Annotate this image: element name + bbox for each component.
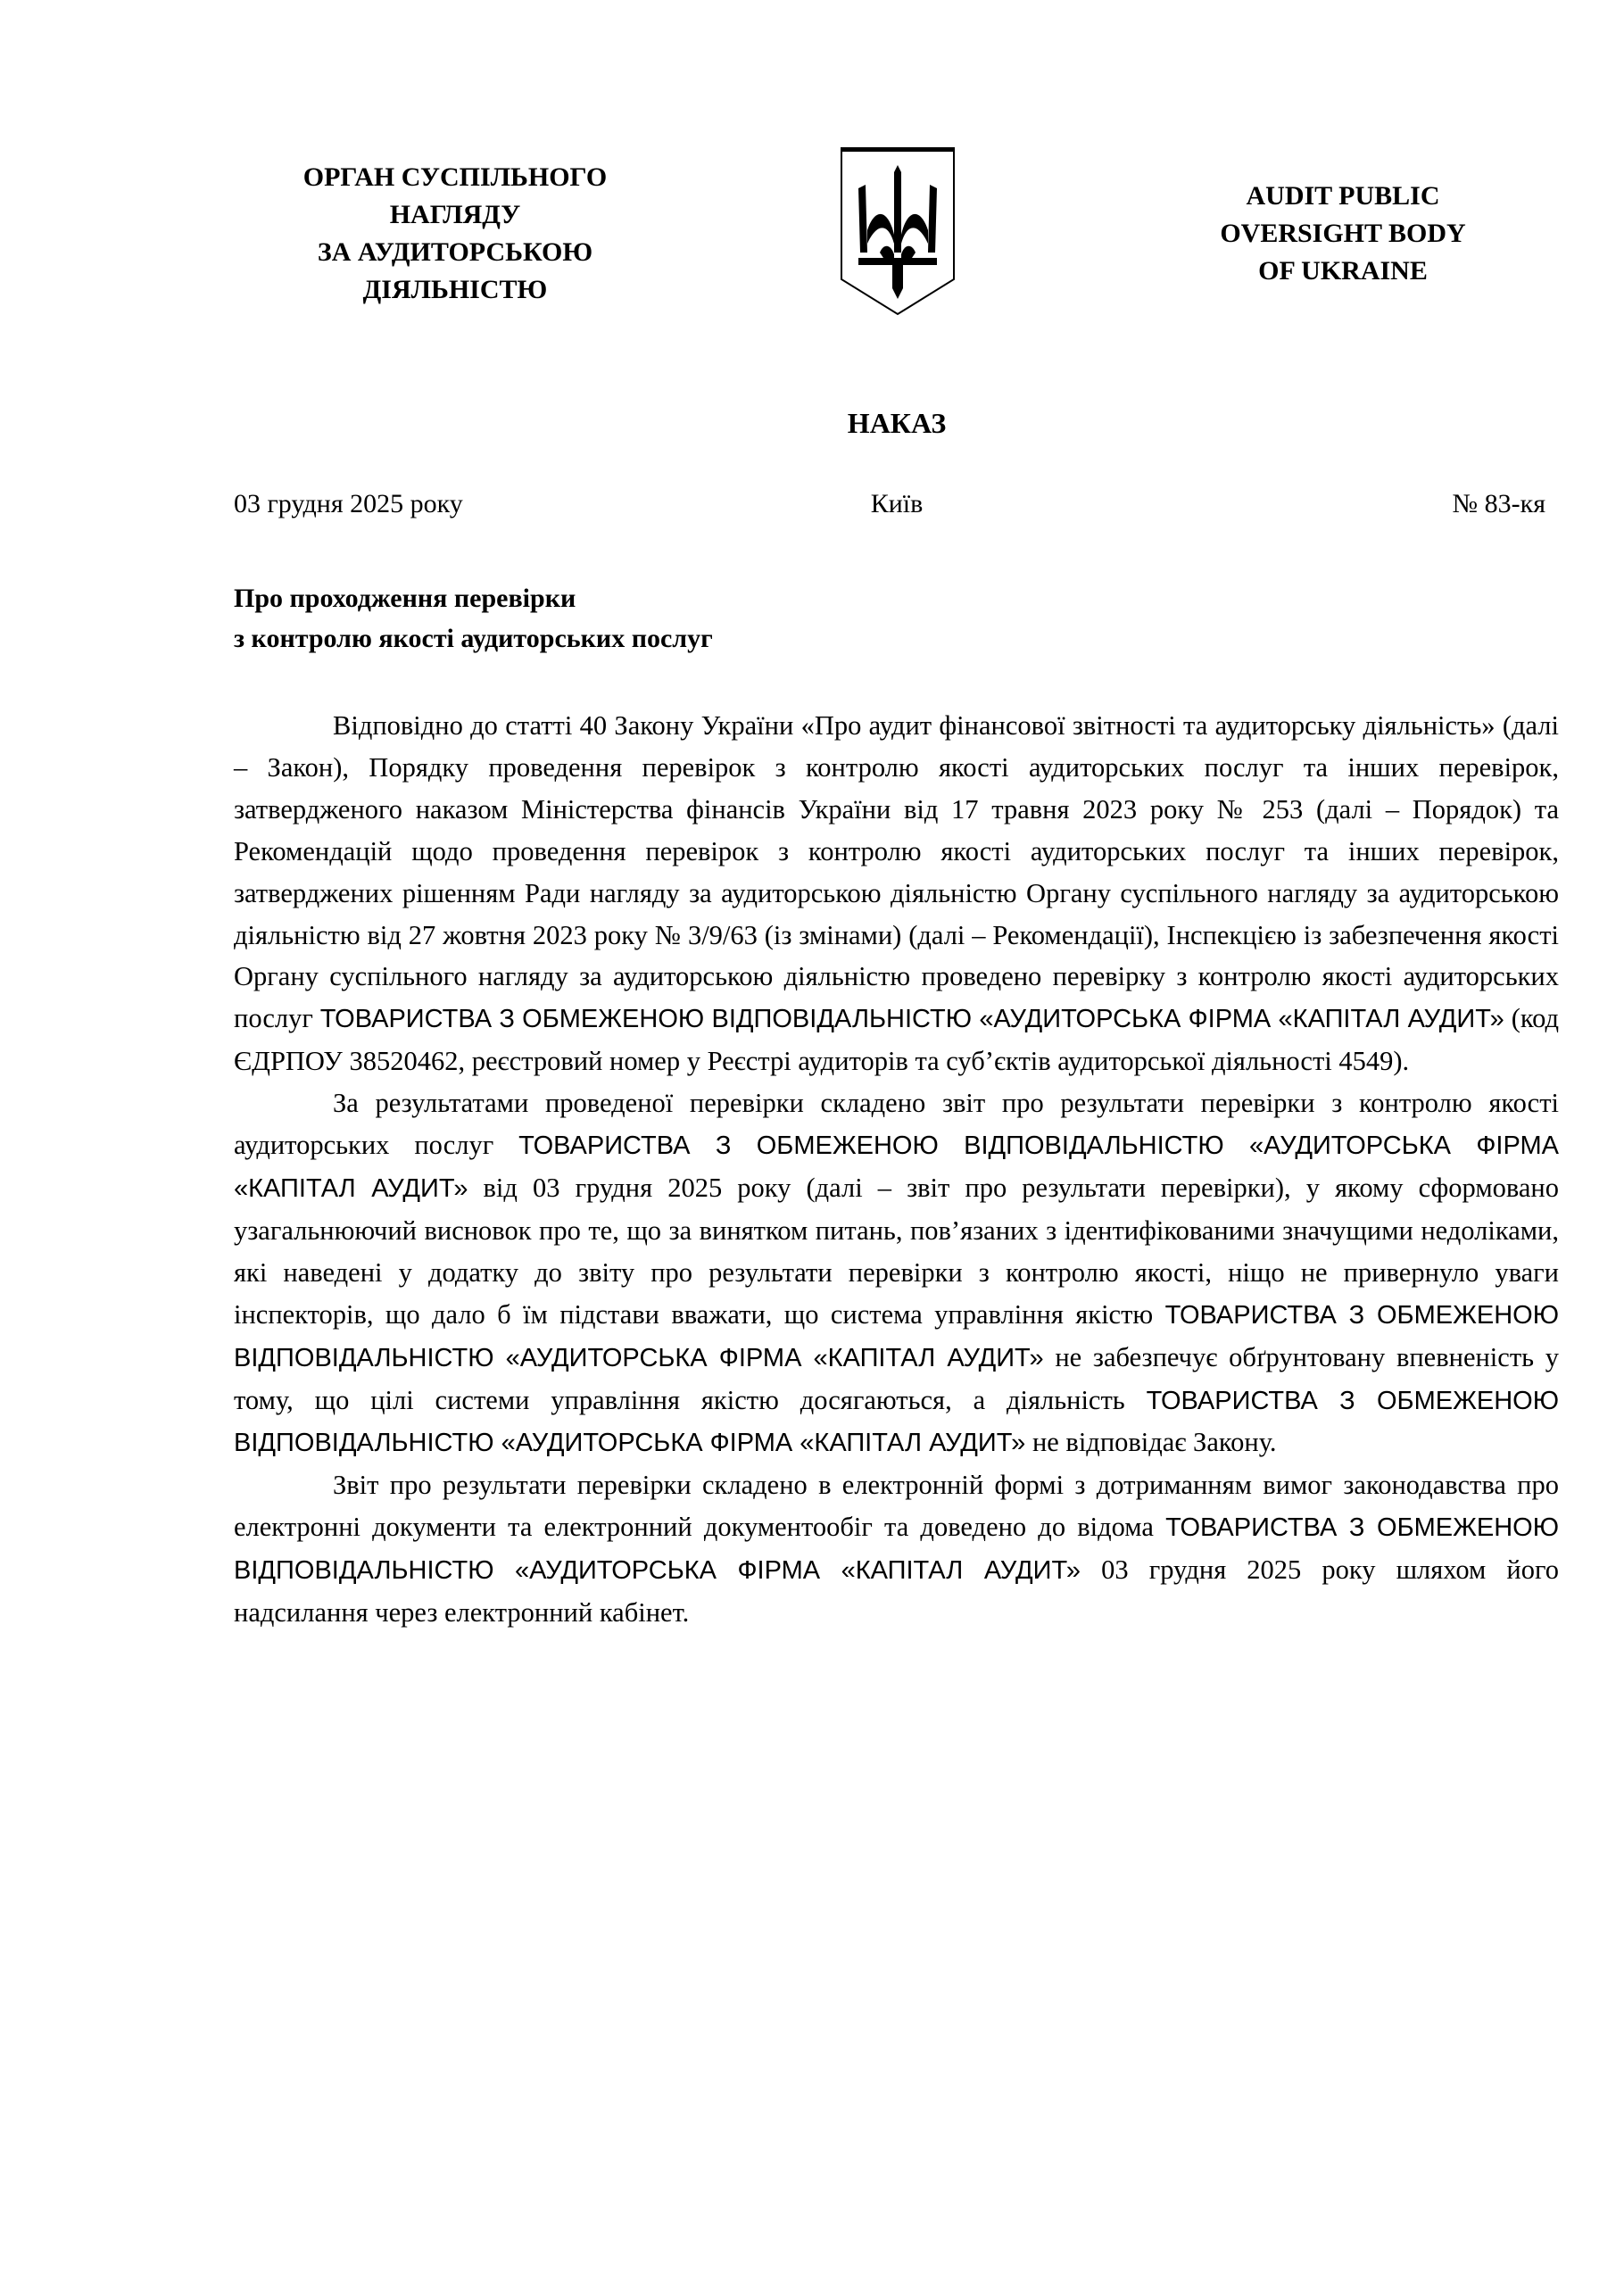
- subject-line: Про проходження перевірки: [234, 584, 576, 613]
- org-name-line: НАГЛЯДУ: [389, 200, 521, 229]
- org-name-line: ДІЯЛЬНІСТЮ: [362, 275, 548, 304]
- org-name-line: ЗА АУДИТОРСЬКОЮ: [317, 237, 593, 267]
- order-number: № 83-кя: [1452, 489, 1545, 518]
- text-run: 03 грудня 2025 року шляхом його надсилання через електронний кабінет.: [234, 1554, 1559, 1629]
- order-body: [234, 705, 1559, 1634]
- org-name-line: ОРГАН СУСПІЛЬНОГО: [302, 162, 608, 192]
- org-name-line: OVERSIGHT BODY: [1220, 219, 1466, 248]
- order-date: 03 грудня 2025 року: [234, 489, 463, 518]
- order-city: Київ: [870, 489, 924, 518]
- text-run: від 03 грудня 2025 року (далі – звіт про результати перевірки), у якому сформовано узагальнюючий висновок про те, що за винятком питань, пов’язаних з ідентифікованими значущими недоліками, які наведені у додатку до звіту про результати перевірки з контролю якості, ніщо не привернуло уваги інспекторів, що дало б їм підстави вважати, що система управління якістю: [234, 1172, 1559, 1330]
- paragraph-3: [234, 1464, 1559, 1634]
- text-run: Звіт про результати перевірки складено в електронній формі з дотриманням вимог законодавства про електронні документи та електронний документообіг та доведено до відома: [234, 1470, 1559, 1543]
- company-name: ТОВАРИСТВА З ОБМЕЖЕНОЮ ВІДПОВІДАЛЬНІСТЮ «АУДИТОРСЬКА ФІРМА «КАПІТАЛ АУДИТ»: [319, 1005, 1504, 1034]
- document-title: НАКАЗ: [847, 407, 947, 439]
- org-name-english: [1151, 178, 1535, 290]
- org-name-ukrainian: [254, 159, 656, 309]
- org-name-line: OF UKRAINE: [1258, 256, 1428, 286]
- paragraph-1: [234, 705, 1559, 1082]
- company-name: ТОВАРИСТВА З ОБМЕЖЕНОЮ ВІДПОВІДАЛЬНІСТЮ «АУДИТОРСЬКА ФІРМА «КАПІТАЛ АУДИТ»: [234, 1513, 1560, 1586]
- company-name: ТОВАРИСТВА З ОБМЕЖЕНОЮ ВІДПОВІДАЛЬНІСТЮ «АУДИТОРСЬКА ФІРМА «КАПІТАЛ АУДИТ»: [234, 1131, 1559, 1203]
- text-run: не забезпечує обґрунтовану впевненість у тому, що цілі системи управління якістю досягаються, а діяльність: [234, 1341, 1560, 1415]
- paragraph-2: [234, 1082, 1559, 1464]
- org-name-line: AUDIT PUBLIC: [1246, 181, 1440, 211]
- text-run: не відповідає Закону.: [1032, 1427, 1277, 1458]
- text-run: (код ЄДРПОУ 38520462, реєстровий номер у Реєстрі аудиторів та суб’єктів аудиторської діяльності 4549).: [234, 1003, 1560, 1077]
- company-name: ТОВАРИСТВА З ОБМЕЖЕНОЮ ВІДПОВІДАЛЬНІСТЮ «АУДИТОРСЬКА ФІРМА «КАПІТАЛ АУДИТ»: [234, 1300, 1559, 1372]
- company-name: ТОВАРИСТВА З ОБМЕЖЕНОЮ ВІДПОВІДАЛЬНІСТЮ «АУДИТОРСЬКА ФІРМА «КАПІТАЛ АУДИТ»: [234, 1386, 1559, 1458]
- text-run: Відповідно до статті 40 Закону України «Про аудит фінансової звітності та аудиторську діяльність» (далі – Закон), Порядку проведення перевірок з контролю якості аудиторських послуг та інших перевірок, затвердженого наказом Міністерства фінансів України від 17 травня 2023 року № 253 (далі – Порядок) та Рекомендацій щодо проведення перевірок з контролю якості аудиторських послуг та інших перевірок, затверджених рішенням Ради нагляду за аудиторською діяльністю Органу суспільного нагляду за аудиторською діяльністю від 27 жовтня 2023 року № 3/9/63 (із змінами) (далі – Рекомендації), Інспекцією із забезпечення якості Органу суспільного нагляду за аудиторською діяльністю проведено перевірку з контролю якості аудиторських послуг: [234, 710, 1559, 1034]
- order-subject: [234, 578, 713, 659]
- text-run: За результатами проведеної перевірки складено звіт про результати перевірки з контролю якості аудиторських послуг: [234, 1088, 1559, 1161]
- ukraine-trident-icon: [839, 145, 957, 317]
- subject-line: з контролю якості аудиторських послуг: [234, 624, 713, 653]
